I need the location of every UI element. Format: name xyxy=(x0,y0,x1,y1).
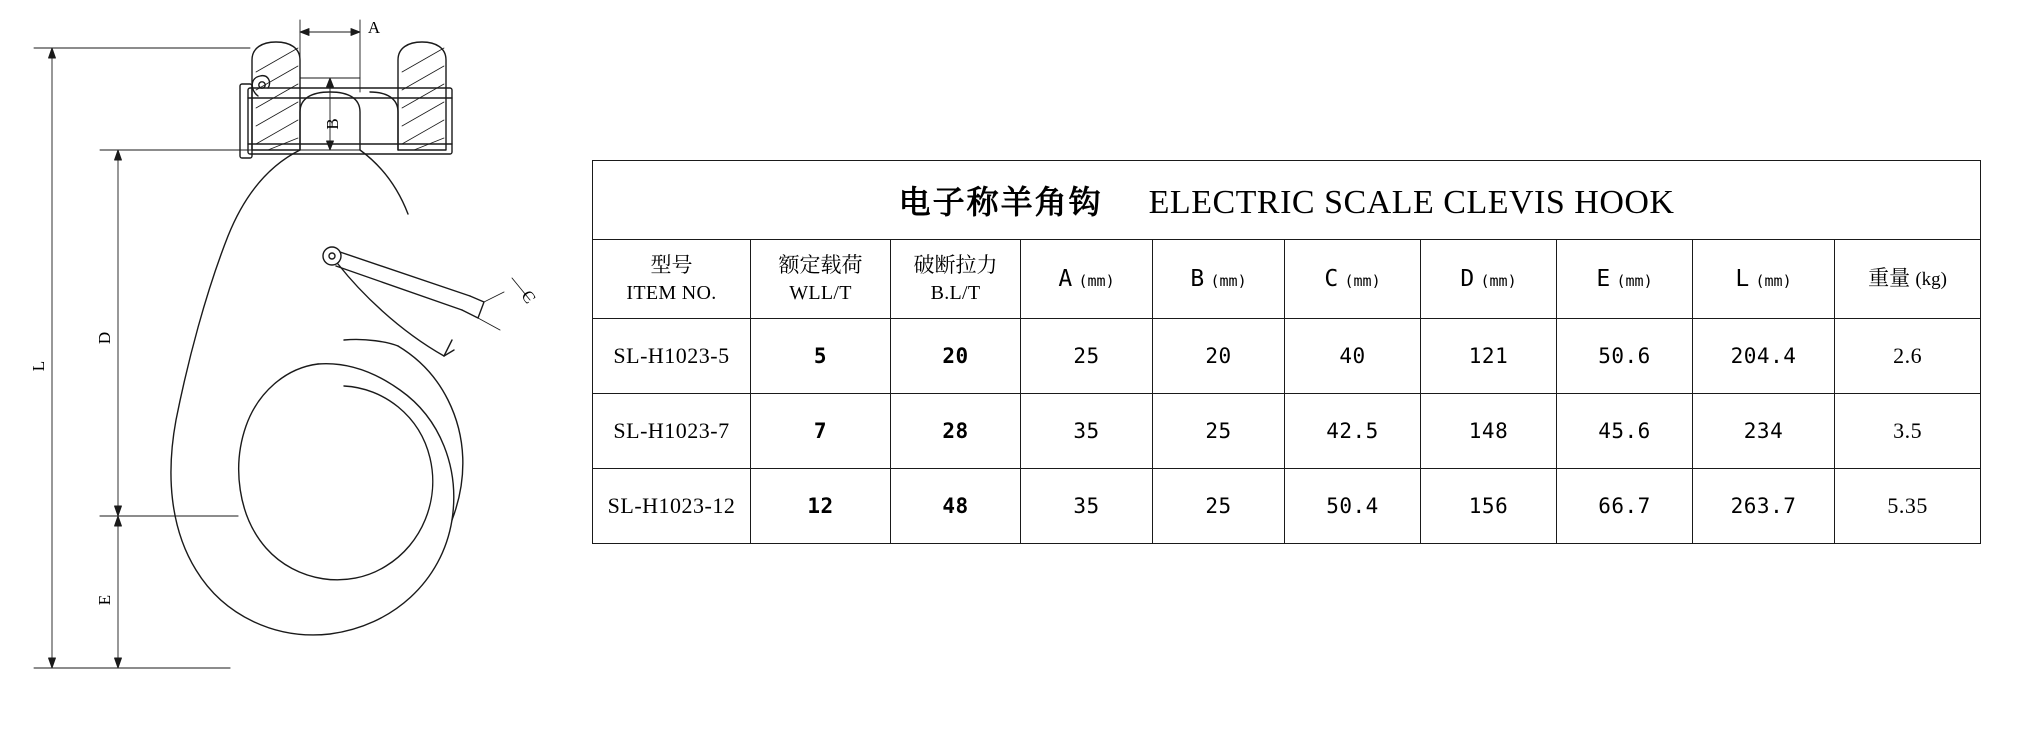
header-weight-cn: 重量 xyxy=(1868,266,1911,291)
cell-dim-d: 121 xyxy=(1421,319,1557,394)
spec-table-wrapper xyxy=(592,160,1982,544)
header-wll-cn: 额定载荷 xyxy=(778,252,863,277)
dim-label-a: A xyxy=(367,18,381,37)
dim-label-l: L xyxy=(29,360,48,372)
cell-dim-l: 234 xyxy=(1693,394,1835,469)
header-dim-l-letter: L xyxy=(1735,265,1751,292)
table-row xyxy=(593,319,1981,394)
cell-weight: 5.35 xyxy=(1835,469,1981,544)
header-item-no-en: ITEM NO. xyxy=(626,281,717,304)
header-dim-l-unit: (mm) xyxy=(1755,271,1792,290)
cell-wll: 7 xyxy=(751,394,891,469)
header-item-no-cn: 型号 xyxy=(650,252,693,277)
cell-dim-c: 50.4 xyxy=(1285,469,1421,544)
header-dim-e xyxy=(1557,240,1693,319)
cell-dim-d: 156 xyxy=(1421,469,1557,544)
cell-dim-b: 25 xyxy=(1153,394,1285,469)
header-dim-b-letter: B xyxy=(1190,265,1206,292)
header-dim-c-unit: (mm) xyxy=(1344,271,1381,290)
header-dim-a-unit: (mm) xyxy=(1078,271,1115,290)
table-row xyxy=(593,394,1981,469)
table-title-cell xyxy=(593,161,1981,240)
cell-bl: 28 xyxy=(891,394,1021,469)
header-weight-unit: (kg) xyxy=(1915,269,1948,291)
cell-dim-a: 35 xyxy=(1021,394,1153,469)
header-dim-c-letter: C xyxy=(1324,265,1340,292)
cell-bl: 20 xyxy=(891,319,1021,394)
header-bl xyxy=(891,240,1021,319)
cell-wll: 12 xyxy=(751,469,891,544)
cell-dim-l: 263.7 xyxy=(1693,469,1835,544)
header-dim-e-letter: E xyxy=(1596,265,1612,292)
cell-model: SL-H1023-7 xyxy=(593,394,751,469)
title-english: ELECTRIC SCALE CLEVIS HOOK xyxy=(1148,184,1675,221)
header-wll xyxy=(751,240,891,319)
table-title-row xyxy=(593,161,1981,240)
header-dim-b-unit: (mm) xyxy=(1210,271,1247,290)
dim-label-d: D xyxy=(95,331,114,345)
header-weight xyxy=(1835,240,1981,319)
cell-bl: 48 xyxy=(891,469,1021,544)
header-dim-l xyxy=(1693,240,1835,319)
header-dim-b xyxy=(1153,240,1285,319)
header-dim-a-letter: A xyxy=(1058,265,1074,292)
table-header-row xyxy=(593,240,1981,319)
cell-weight: 2.6 xyxy=(1835,319,1981,394)
header-item-no xyxy=(593,240,751,319)
cell-dim-b: 20 xyxy=(1153,319,1285,394)
cell-dim-e: 50.6 xyxy=(1557,319,1693,394)
cell-model: SL-H1023-12 xyxy=(593,469,751,544)
dim-label-b: B xyxy=(323,118,342,130)
cell-dim-d: 148 xyxy=(1421,394,1557,469)
cell-model: SL-H1023-5 xyxy=(593,319,751,394)
title-chinese: 电子称羊角钩 xyxy=(898,183,1103,221)
cell-dim-e: 45.6 xyxy=(1557,394,1693,469)
cell-dim-c: 40 xyxy=(1285,319,1421,394)
hook-technical-drawing xyxy=(0,0,590,750)
header-dim-d xyxy=(1421,240,1557,319)
header-wll-en: WLL/T xyxy=(789,281,852,304)
cell-wll: 5 xyxy=(751,319,891,394)
cell-dim-l: 204.4 xyxy=(1693,319,1835,394)
header-dim-c xyxy=(1285,240,1421,319)
cell-dim-b: 25 xyxy=(1153,469,1285,544)
spec-table xyxy=(592,160,1981,544)
header-dim-d-unit: (mm) xyxy=(1480,271,1517,290)
cell-weight: 3.5 xyxy=(1835,394,1981,469)
header-dim-d-letter: D xyxy=(1460,265,1476,292)
header-bl-en: B.L/T xyxy=(930,281,981,304)
cell-dim-a: 25 xyxy=(1021,319,1153,394)
cell-dim-a: 35 xyxy=(1021,469,1153,544)
header-dim-a xyxy=(1021,240,1153,319)
header-bl-cn: 破断拉力 xyxy=(913,252,998,277)
cell-dim-e: 66.7 xyxy=(1557,469,1693,544)
header-dim-e-unit: (mm) xyxy=(1616,271,1653,290)
table-row xyxy=(593,469,1981,544)
cell-dim-c: 42.5 xyxy=(1285,394,1421,469)
dim-label-e: E xyxy=(95,594,114,606)
dim-label-c: C xyxy=(517,286,540,307)
